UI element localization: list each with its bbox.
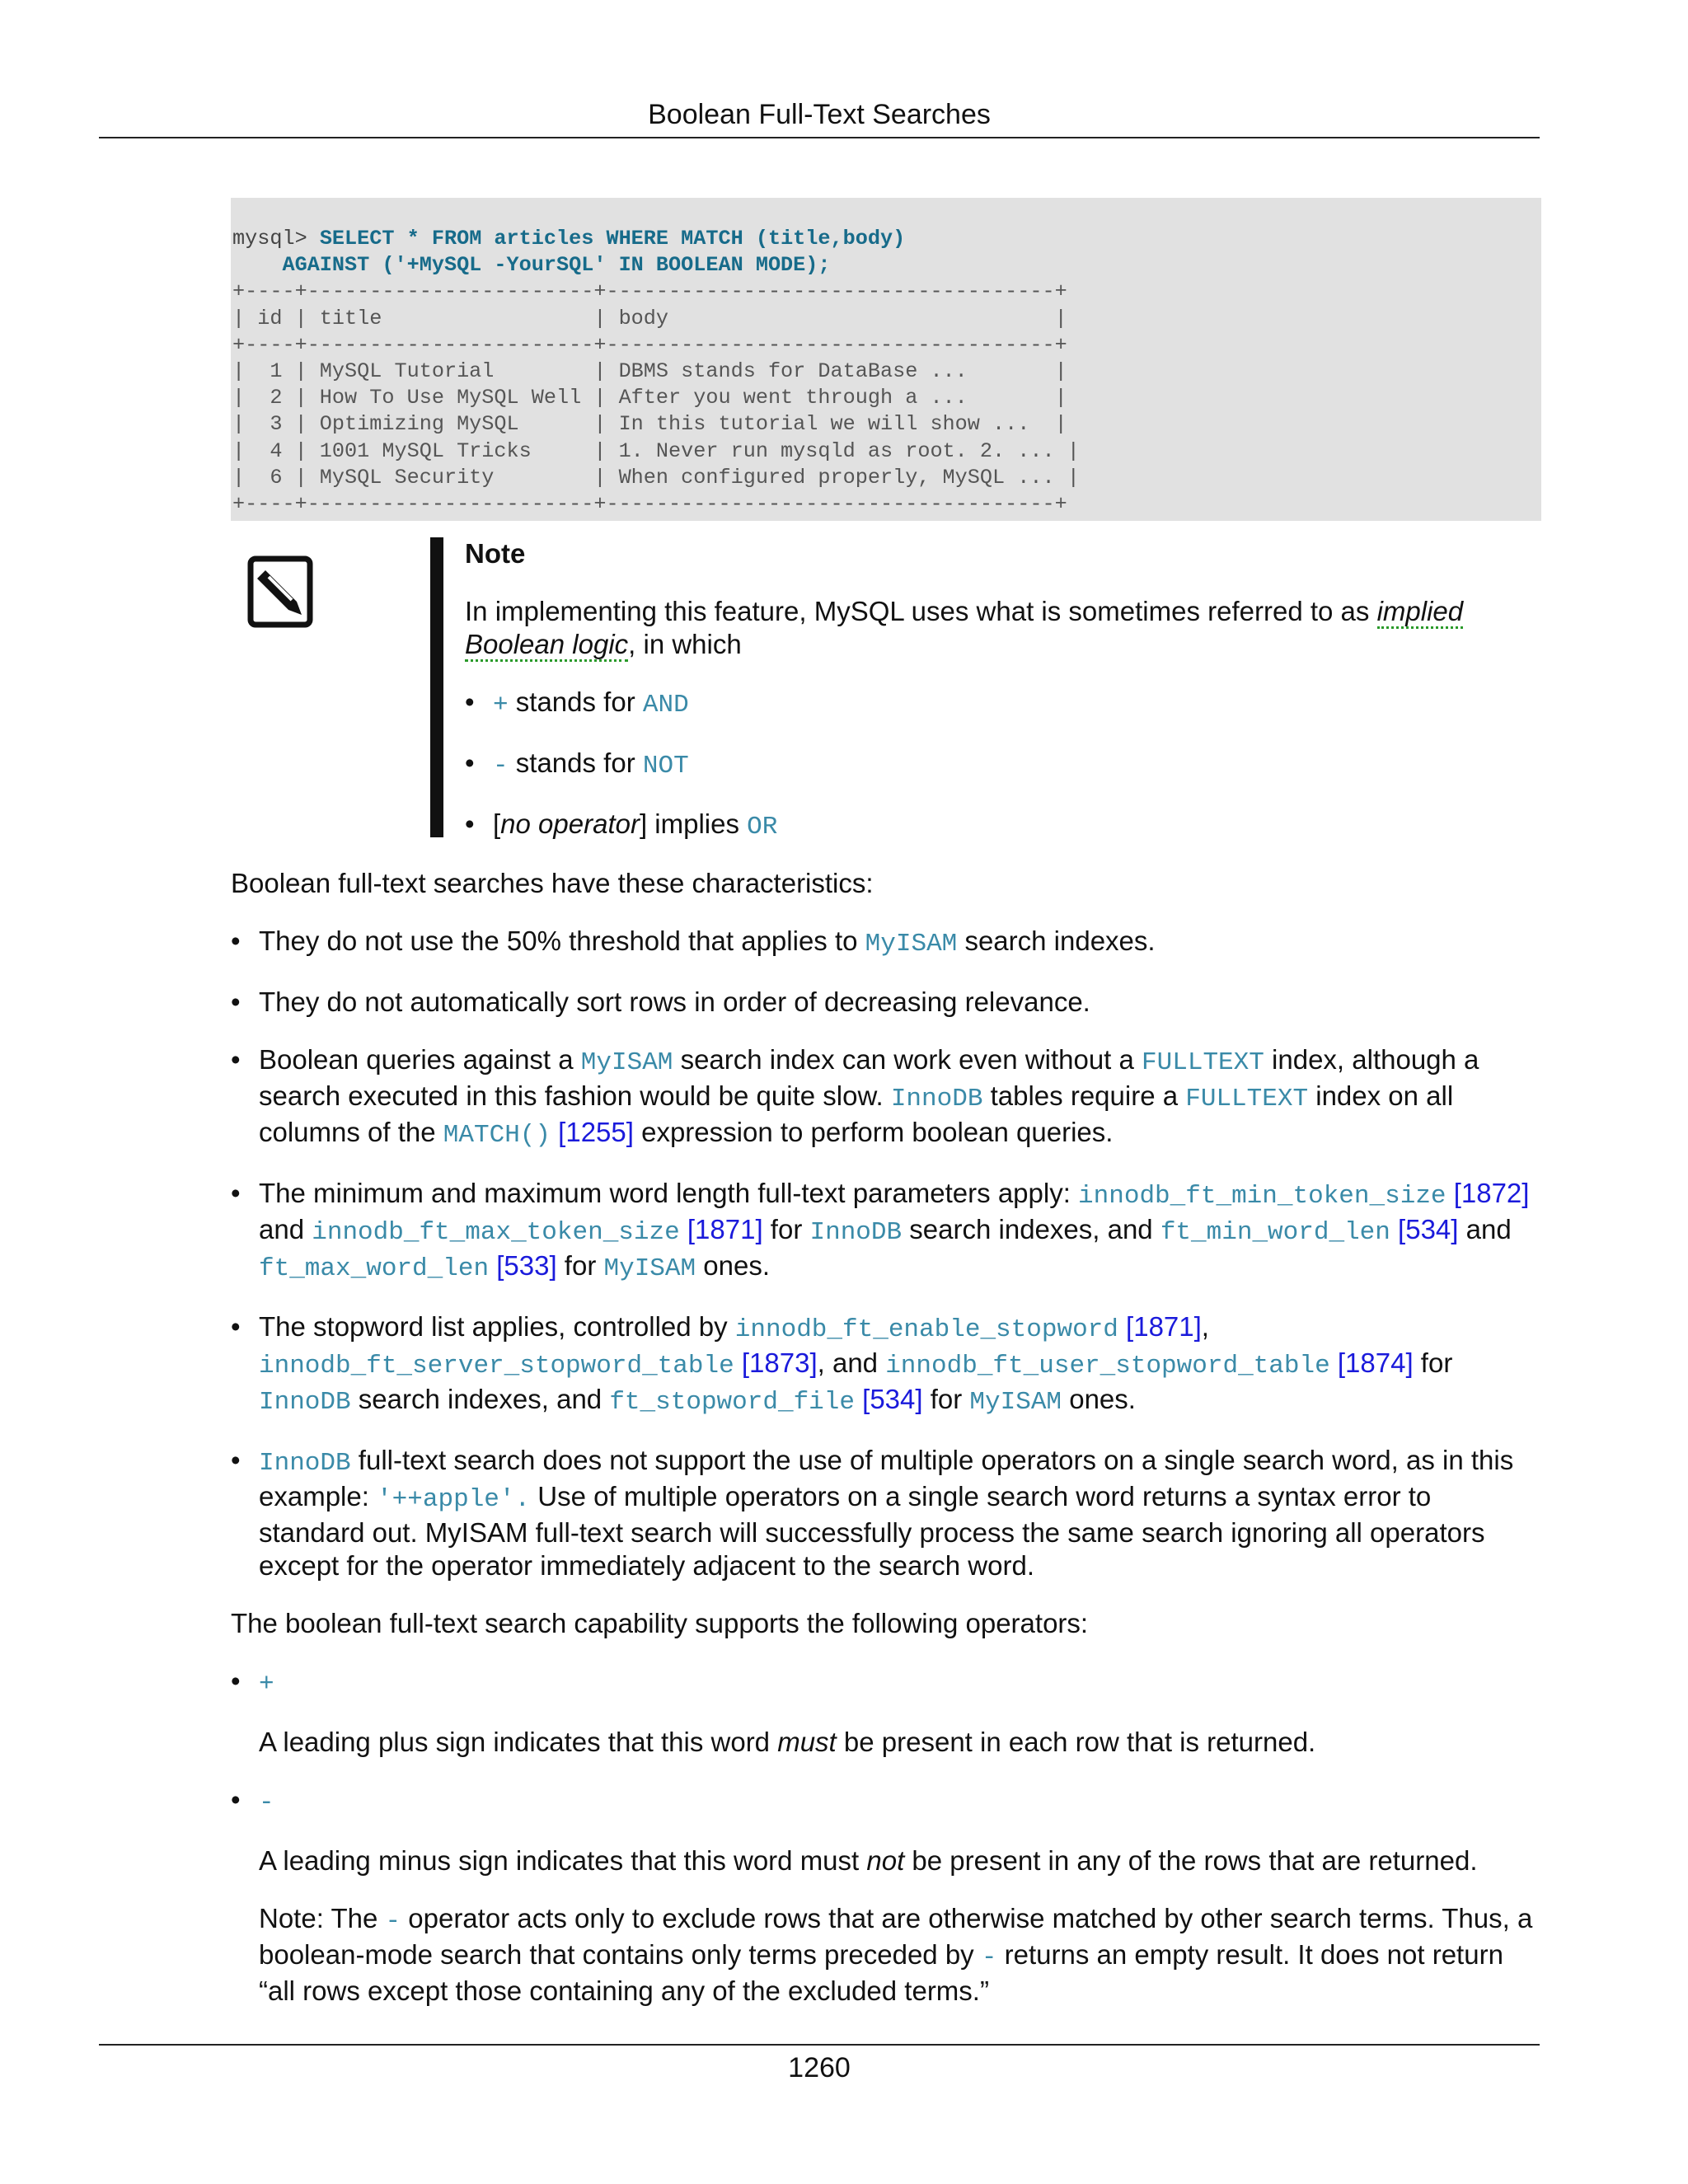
item-text: and — [1458, 1214, 1512, 1245]
code-block — [231, 198, 1541, 521]
glossary-term-link[interactable]: implied Boolean logic — [465, 596, 1463, 662]
item-text: ones. — [696, 1250, 771, 1282]
page-reference-link[interactable]: [533] — [489, 1250, 557, 1282]
operator-symbol: + — [259, 1670, 274, 1699]
inline-code: InnoDB — [809, 1218, 903, 1248]
page-footer — [99, 2044, 1540, 2084]
item-text: They do not use the 50% threshold that applies to — [259, 926, 865, 957]
item-text: stands for — [508, 687, 643, 718]
operator-note — [259, 1902, 1541, 2008]
code-table-line: | 6 | MySQL Security | When configured properly, MySQL ... | — [232, 465, 1080, 490]
list-item — [465, 747, 1528, 783]
code-table-line: +----+-----------------------+------------------------------------+ — [232, 492, 1067, 517]
item-text: [ — [493, 808, 501, 840]
page-reference-link[interactable]: [1871] — [1118, 1311, 1202, 1343]
inline-code-link[interactable]: innodb_ft_enable_stopword — [734, 1315, 1118, 1345]
item-text: be present in any of the rows that are returned. — [904, 1845, 1478, 1877]
operator-code: NOT — [642, 752, 689, 781]
code-table-line: | 3 | Optimizing MySQL | In this tutorial we will show ... | — [232, 412, 1067, 437]
page-title: Boolean Full-Text Searches — [648, 99, 991, 130]
note-bar — [430, 537, 443, 837]
item-text: ones. — [1062, 1384, 1136, 1415]
operator-code: + — [493, 691, 509, 720]
code-query-line-2: AGAINST ('+MySQL -YourSQL' IN BOOLEAN MODE); — [232, 253, 831, 278]
page-header — [99, 92, 1540, 138]
inline-code: InnoDB — [890, 1085, 983, 1114]
inline-code: FULLTEXT — [1185, 1085, 1309, 1114]
note-pencil-icon — [247, 554, 316, 630]
item-text: and — [259, 1214, 312, 1245]
item-text: returns an empty result. It does not return “all rows except those containing any of the excluded terms.” — [259, 1939, 1503, 2007]
inline-code-link[interactable]: MATCH() — [443, 1121, 551, 1151]
item-text: search indexes, and — [350, 1384, 610, 1415]
item-text: for — [762, 1214, 810, 1245]
operators-intro: The boolean full-text search capability supports the following operators: — [231, 1608, 1089, 1639]
operator-symbol: - — [259, 1788, 274, 1818]
item-text: index on all columns of the — [259, 1080, 1454, 1148]
code-table-line: | 2 | How To Use MySQL Well | After you went through a ... | — [232, 386, 1067, 410]
item-text: search indexes, and — [902, 1214, 1160, 1245]
note-operator-list — [465, 686, 1528, 844]
note-intro-tail: , in which — [628, 629, 742, 660]
item-text: , — [1201, 1311, 1209, 1343]
operator-description — [259, 1844, 1541, 1877]
page-reference-link[interactable]: [534] — [1390, 1214, 1459, 1245]
operator-code: - — [493, 752, 509, 781]
item-text: Note: The — [259, 1903, 386, 1934]
item-text: for — [556, 1250, 604, 1282]
item-italic: must — [777, 1727, 837, 1758]
inline-code-link[interactable]: ft_stopword_file — [609, 1388, 855, 1418]
operator-description — [259, 1726, 1541, 1759]
inline-code: - — [385, 1907, 401, 1937]
code-table-line: | id | title | body | — [232, 306, 1067, 330]
item-text: search index can work even without a — [673, 1044, 1142, 1076]
code-prompt: mysql> — [232, 227, 320, 251]
code-table-line: | 1 | MySQL Tutorial | DBMS stands for DataBase ... | — [232, 359, 1067, 384]
inline-code-link[interactable]: ft_max_word_len — [259, 1254, 490, 1284]
list-item — [231, 1783, 1541, 2008]
operators-list — [231, 1665, 1541, 2008]
page-reference-link[interactable]: [1871] — [679, 1214, 763, 1245]
item-text: A leading plus sign indicates that this word — [259, 1727, 778, 1758]
note-admonition — [231, 537, 1541, 867]
inline-code: MyISAM — [969, 1388, 1062, 1418]
item-text: The stopword list applies, controlled by — [259, 1311, 735, 1343]
inline-code: InnoDB — [259, 1388, 351, 1418]
note-title: Note — [465, 538, 526, 569]
list-item — [465, 686, 1528, 722]
inline-code-link[interactable]: innodb_ft_max_token_size — [312, 1218, 680, 1248]
list-item — [231, 1177, 1541, 1286]
note-intro-text: In implementing this feature, MySQL uses what is sometimes referred to as — [465, 596, 1377, 627]
inline-code-link[interactable]: innodb_ft_user_stopword_table — [885, 1352, 1330, 1381]
list-item — [231, 986, 1541, 1019]
item-italic: not — [866, 1845, 905, 1877]
inline-code-link[interactable]: ft_min_word_len — [1160, 1218, 1390, 1248]
item-text: operator acts only to exclude rows that are otherwise matched by other search terms. Thus, a boolean-mode search that contains only terms preceded by — [259, 1903, 1533, 1971]
inline-code-link[interactable]: innodb_ft_min_token_size — [1078, 1182, 1447, 1212]
item-text: ] implies — [639, 808, 748, 840]
list-item — [231, 925, 1541, 961]
operator-code: OR — [747, 813, 778, 842]
item-text: , and — [817, 1347, 886, 1379]
list-item — [231, 1043, 1541, 1152]
item-text: be present in each row that is returned. — [836, 1727, 1316, 1758]
inline-code: - — [981, 1943, 997, 1973]
page-number: 1260 — [788, 2052, 851, 2083]
note-body — [465, 537, 1528, 844]
inline-code: InnoDB — [259, 1449, 351, 1479]
page-reference-link[interactable]: [1873] — [734, 1347, 818, 1379]
item-text: full-text search does not support the use of multiple operators on a single search word, as in this example: — [259, 1445, 1514, 1512]
inline-code: FULLTEXT — [1142, 1048, 1264, 1078]
item-text: tables require a — [982, 1080, 1186, 1112]
item-text: expression to perform boolean queries. — [633, 1117, 1114, 1148]
inline-code: '++apple'. — [377, 1485, 531, 1515]
page-reference-link[interactable]: [534] — [854, 1384, 923, 1415]
inline-code: MyISAM — [865, 930, 958, 959]
code-table-line: +----+-----------------------+------------------------------------+ — [232, 332, 1067, 357]
characteristics-intro: Boolean full-text searches have these characteristics: — [231, 868, 874, 899]
item-text: Use of multiple operators on a single search word returns a syntax error to standard out. MyISAM full-text search will successfully process the same search ignoring all operators except for the operator immediately adjacent to the search word. — [259, 1481, 1485, 1582]
inline-code-link[interactable]: innodb_ft_server_stopword_table — [259, 1352, 734, 1381]
item-text: for — [922, 1384, 970, 1415]
inline-code: MyISAM — [603, 1254, 696, 1284]
list-item — [465, 808, 1528, 844]
item-text: index, although a search executed in this fashion would be quite slow. — [259, 1044, 1479, 1112]
note-intro — [465, 595, 1528, 661]
code-query-line-1: SELECT * FROM articles WHERE MATCH (title,body) — [319, 227, 906, 251]
list-item — [231, 1444, 1541, 1582]
list-item — [231, 1665, 1541, 1759]
item-text: The minimum and maximum word length full-text parameters apply: — [259, 1178, 1079, 1209]
item-text: search indexes. — [957, 926, 1156, 957]
code-table-line: | 4 | 1001 MySQL Tricks | 1. Never run mysqld as root. 2. ... | — [232, 438, 1080, 463]
item-text: stands for — [508, 748, 643, 779]
item-text: for — [1413, 1347, 1453, 1379]
list-item — [231, 1310, 1541, 1419]
page-reference-link[interactable]: [1874] — [1329, 1347, 1414, 1379]
item-italic: no operator — [500, 808, 640, 840]
item-text: A leading minus sign indicates that this word must — [259, 1845, 867, 1877]
inline-code: MyISAM — [580, 1048, 673, 1078]
page-reference-link[interactable]: [1872] — [1446, 1178, 1530, 1209]
operator-code: AND — [642, 691, 689, 720]
item-text: They do not automatically sort rows in order of decreasing relevance. — [259, 987, 1090, 1018]
code-table-line: +----+-----------------------+------------------------------------+ — [232, 279, 1067, 304]
main-content — [231, 198, 1541, 2008]
characteristics-list — [231, 925, 1541, 1582]
item-text: Boolean queries against a — [259, 1044, 581, 1076]
page-reference-link[interactable]: [1255] — [551, 1117, 634, 1148]
